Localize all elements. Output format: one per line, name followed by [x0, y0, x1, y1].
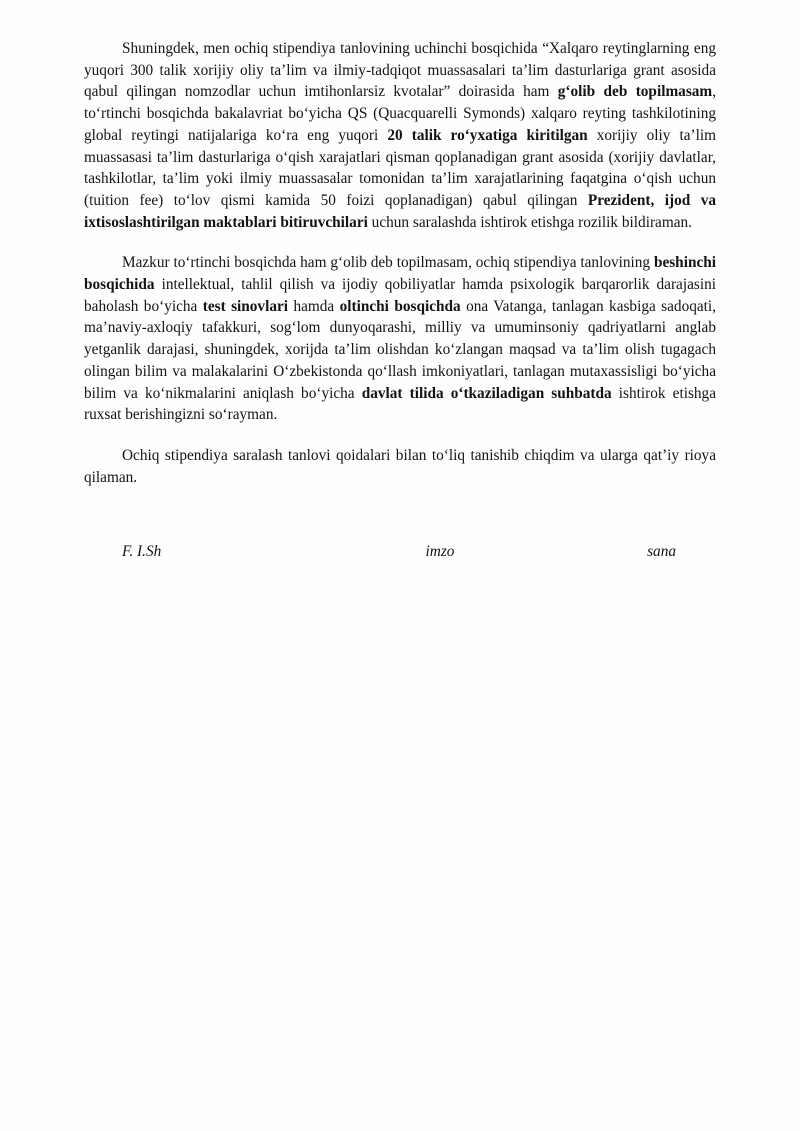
text-run: Shuningdek, men ochiq stipendiya tanlovining uchinchi bosqichida “Xalqaro reytinglarning eng yuqori 300 talik xorijiy oliy ta’lim va ilmiy-tadqiqot muassasalari ta’lim dasturlariga grant asosida qabul qilingan nomzodlar uchun imtihonlarsiz kvotalar” doirasida ham: [84, 40, 716, 101]
text-run-bold: oltinchi bosqichda: [339, 297, 461, 315]
signature-sana-label: sana: [647, 543, 676, 561]
signature-row: [84, 541, 716, 563]
text-run: Mazkur toʻrtinchi bosqichda ham gʻolib deb topilmasam, ochiq stipendiya tanlovining: [122, 254, 654, 272]
text-run: uchun saralashda ishtirok etishga rozilik bildiraman.: [367, 213, 692, 231]
signature-imzo-label: imzo: [425, 543, 455, 561]
signature-name-label: F. I.Sh: [122, 543, 162, 561]
paragraph-fifth-sixth-stage: [84, 252, 716, 426]
text-run-bold: 20 talik roʻyxatiga kiritilgan: [387, 126, 588, 144]
text-run-bold: davlat tilida oʻtkaziladigan suhbatda: [361, 384, 612, 402]
paragraph-rules-acknowledgement: [84, 445, 716, 488]
text-run-bold: gʻolib deb topilmasam: [557, 83, 713, 101]
text-run: Ochiq stipendiya saralash tanlovi qoidalari bilan toʻliq tanishib chiqdim va ularga qat’iy rioya qilaman.: [84, 446, 716, 486]
text-run: , toʻrtinchi bosqichda bakalavriat boʻyicha QS (Quacquarelli Symonds) xalqaro reyting tashkilotining global reytingi natijalariga koʻra eng yuqori: [84, 83, 717, 144]
text-run-bold: beshinchi bosqichida: [84, 254, 716, 294]
text-run: xorijiy oliy ta’lim muassasasi ta’lim dasturlariga oʻqish xarajatlari qisman qoplanadigan grant asosida (xorijiy davlatlar, tashkilotlar, ta’lim yoki ilmiy muassasalar tomonidan ta’lim xarajatlarining faqatgina oʻqish uchun (tuition fee) toʻlov qismi kamida 50 foizi qoplanadigan) qabul qilingan: [84, 126, 717, 209]
text-run-bold: Prezident, ijod va ixtisoslashtirilgan maktablari bitiruvchilari: [84, 191, 716, 231]
text-run: intellektual, tahlil qilish va ijodiy qobiliyatlar hamda psixologik barqarorlik darajasini baholash boʻyicha: [84, 276, 716, 315]
paragraph-consent-selection: [84, 38, 716, 233]
text-run: ishtirok etishga ruxsat berishingizni soʻrayman.: [84, 384, 716, 424]
text-run-bold: test sinovlari: [202, 297, 289, 315]
text-run: ona Vatanga, tanlagan kasbiga sadoqati, ma’naviy-axloqiy tafakkuri, sogʻlom dunyoqarashi, milliy va umuminsoniy qadriyatlarni anglab yetganlik darajasi, shuningdek, xorijda ta’lim olishdan koʻzlangan maqsad va ta’lim olish tugagach olingan bilim va malakalarini Oʻzbekistonda qoʻllash imkoniyatlari, tanlagan mutaxassisligi boʻyicha bilim va koʻnikmalarini aniqlash boʻyicha: [84, 297, 716, 402]
text-run: hamda: [288, 297, 340, 315]
